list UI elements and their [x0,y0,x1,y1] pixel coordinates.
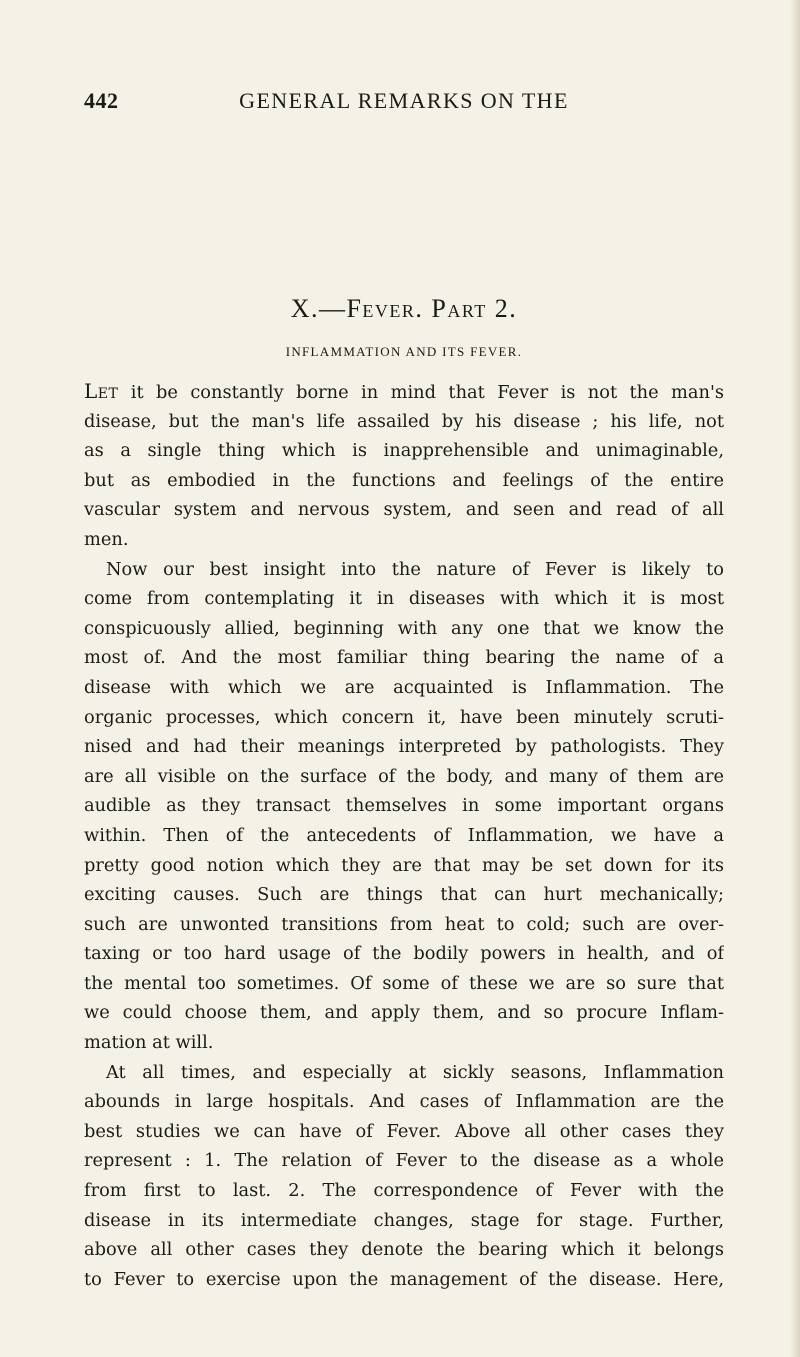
section-title: INFLAMMATION AND ITS FEVER. [285,344,523,359]
text-line: nised and had their meanings interpreted by pathologists. They [84,736,724,758]
paragraph [84,377,724,555]
text-line: most of. And the most familiar thing bearing the name of a [84,647,724,669]
text-line: exciting causes. Such are things that can hurt mechanically; [84,884,724,906]
text-line: At all times, and especially at sickly seasons, Inflammation [106,1061,724,1083]
text-line: pretty good notion which they are that may be set down for its [84,854,724,876]
text-line: come from contemplating it in diseases with which it is most [84,588,724,610]
text-line: such are unwonted transitions from heat to cold; such are over- [84,913,724,935]
text-line: as a single thing which is inapprehensible and unimaginable, [84,440,724,462]
text-line: mation at will. [84,1032,214,1054]
text-line: audible as they transact themselves in some important organs [84,795,724,817]
text-line: represent : 1. The relation of Fever to the disease as a whole [84,1150,724,1172]
page-edge-shadow [791,0,800,1357]
chapter-title: X.—Fever. Part 2. [290,294,518,323]
text-line: best studies we can have of Fever. Above all other cases they [84,1120,724,1142]
text-line: from first to last. 2. The correspondence of Fever with the [84,1180,724,1202]
text-line: organic processes, which concern it, have been minutely scruti- [84,706,724,728]
text-line: are all visible on the surface of the body, and many of them are [84,765,724,787]
text-line: but as embodied in the functions and feelings of the entire [84,469,724,491]
running-head [84,88,724,118]
text-line: Let it be constantly borne in mind that Fever is not the man's [84,379,724,403]
text-line: vascular system and nervous system, and seen and read of all [84,499,724,521]
text-line: Now our best insight into the nature of Fever is likely to [106,558,724,580]
text-line: above all other cases they denote the bearing which it belongs [84,1239,724,1261]
text-line: abounds in large hospitals. And cases of Inflammation are the [84,1091,724,1113]
paragraph [84,555,724,1058]
lead-word: Let [84,379,119,403]
text-line: disease with which we are acquainted is Inflammation. The [84,676,724,698]
paragraph [84,1058,724,1295]
running-head-title: GENERAL REMARKS ON THE [239,88,569,113]
text-line: disease, but the man's life assailed by his disease ; his life, not [84,410,724,432]
text-line: men. [84,528,129,550]
body-text [84,377,724,1294]
text-line: conspicuously allied, beginning with any one that we know the [84,617,724,639]
text-line: the mental too sometimes. Of some of these we are so sure that [84,972,724,994]
page-number: 442 [84,88,119,113]
text-line: disease in its intermediate changes, stage for stage. Further, [84,1209,724,1231]
text-line: taxing or too hard usage of the bodily powers in health, and of [84,943,724,965]
text-line: to Fever to exercise upon the management of the disease. Here, [84,1268,724,1290]
text-line: we could choose them, and apply them, and so procure Inflam- [84,1002,724,1024]
text-line: within. Then of the antecedents of Inflammation, we have a [84,824,724,846]
